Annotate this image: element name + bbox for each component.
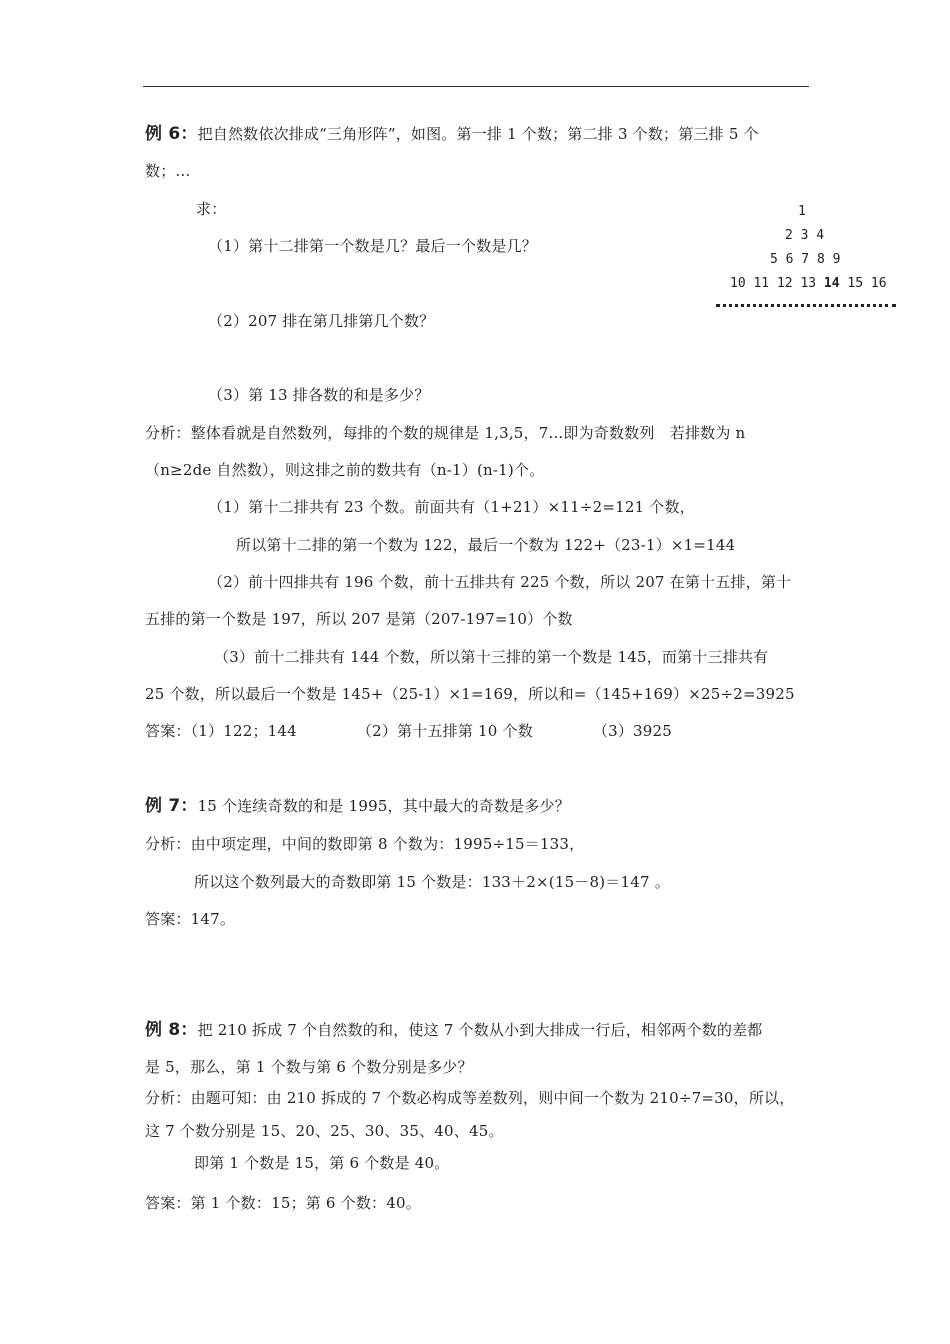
example-6-solution-2-line2: 五排的第一个数是 197，所以 207 是第（207-197=10）个数: [145, 610, 573, 628]
example-6-analysis-line2: （n≥2de 自然数），则这排之前的数共有（n-1）(n-1)个。: [145, 461, 545, 479]
example-6-question-text: 把自然数依次排成“三角形阵”，如图。第一排 1 个数；第二排 3 个数；第三排 5 个: [197, 125, 759, 143]
example-7-question: [145, 796, 570, 816]
example-8-analysis-line3: 即第 1 个数是 15，第 6 个数是 40。: [194, 1154, 450, 1172]
example-6-analysis-line1: 分析：整体看就是自然数列，每排的个数的规律是 1,3,5，7...即为奇数数列 若排数为 n: [145, 424, 746, 442]
example-6-solution-1-line2: 所以第十二排的第一个数为 122，最后一个数为 122+（23-1）×1=144: [236, 536, 736, 554]
example-6-question-line2: 数；…: [145, 162, 191, 180]
triangle-row-2: 2 3 4: [785, 228, 825, 243]
triangle-row-4-end: 15 16: [839, 276, 887, 291]
example-7-analysis-line1: 分析：由中项定理，中间的数即第 8 个数为：1995÷15＝133，: [145, 835, 585, 853]
example-8-label: 例 8：: [145, 1020, 198, 1040]
triangle-row-4-start: 10 11 12 13: [730, 276, 824, 291]
example-8-answer: 答案：第 1 个数：15；第 6 个数：40。: [145, 1194, 421, 1212]
example-8-question-line2: 是 5，那么，第 1 个数与第 6 个数分别是多少？: [145, 1058, 473, 1076]
example-6-solution-3-line1: （3）前十二排共有 144 个数，所以第十三排的第一个数是 145，而第十三排共有: [214, 648, 769, 666]
example-8-question-text: 把 210 拆成 7 个自然数的和，使这 7 个数从小到大排成一行后，相邻两个数的差都: [197, 1021, 763, 1039]
answer-part-2: （2）第十五排第 10 个数: [356, 722, 533, 740]
example-6-answer: [145, 721, 672, 741]
example-6-subquestion-2: （2）207 排在第几排第几个数？: [208, 312, 435, 330]
example-6-question-line1: [145, 124, 759, 144]
answer-label: 答案：: [145, 722, 191, 740]
example-6-label: 例 6：: [145, 124, 198, 144]
example-8-analysis-line1: 分析：由题可知：由 210 拆成的 7 个数必构成等差数列，则中间一个数为 210÷7=30，所以，: [145, 1089, 795, 1107]
example-8-question-line1: [145, 1020, 763, 1040]
example-6-solution-2-line1: （2）前十四排共有 196 个数，前十五排共有 225 个数，所以 207 在第十五排，第十: [208, 573, 792, 591]
example-6-subquestion-1: （1）第十二排第一个数是几？最后一个数是几？: [208, 237, 537, 255]
triangle-continuation-dots: [716, 304, 896, 307]
example-8-analysis-line2: 这 7 个数分别是 15、20、25、30、35、40、45。: [145, 1122, 504, 1140]
triangle-row-1: 1: [798, 204, 806, 219]
example-6-subquestion-3: （3）第 13 排各数的和是多少？: [208, 386, 430, 404]
example-6-solution-1-line1: （1）第十二排共有 23 个数。前面共有（1+21）×11÷2=121 个数，: [208, 498, 695, 516]
header-rule: [143, 86, 809, 87]
answer-part-1: （1）122；144: [190, 722, 297, 740]
answer-part-3: （3）3925: [592, 722, 673, 740]
example-7-analysis-line2: 所以这个数列最大的奇数即第 15 个数是：133＋2×(15－8)＝147 。: [194, 873, 670, 891]
triangle-row-4: [730, 276, 887, 292]
triangle-highlight-number: 14: [823, 276, 840, 291]
example-7-answer: 答案：147。: [145, 910, 236, 928]
example-6-solution-3-line2: 25 个数，所以最后一个数是 145+（25-1）×1=169，所以和=（145+169）×25÷2=3925: [145, 685, 795, 703]
example-7-label: 例 7：: [145, 796, 198, 816]
example-6-ask: 求：: [196, 200, 227, 218]
example-7-question-text: 15 个连续奇数的和是 1995，其中最大的奇数是多少？: [197, 797, 570, 815]
triangle-row-3: 5 6 7 8 9: [770, 252, 841, 267]
